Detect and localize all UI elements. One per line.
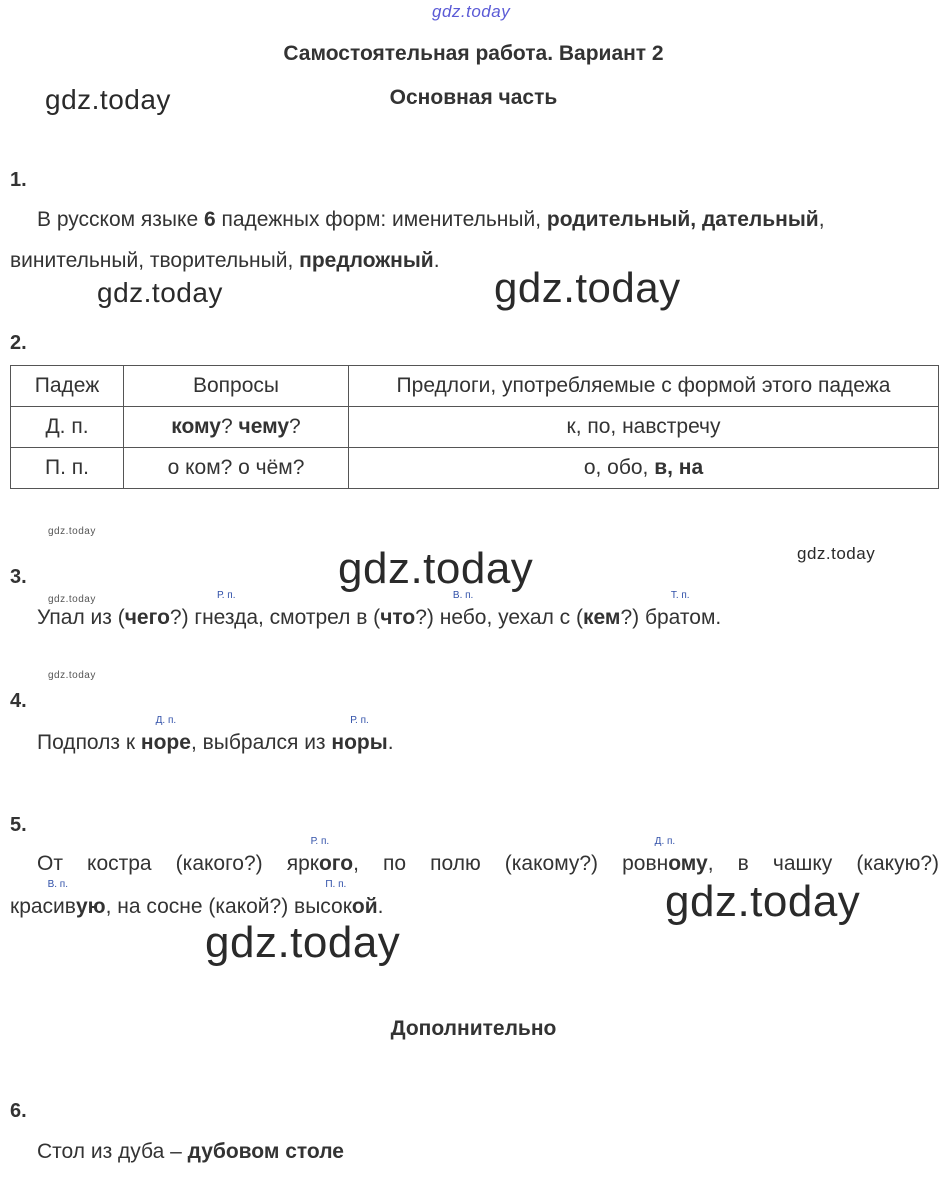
annotated-word: [10, 879, 106, 919]
watermark-top: gdz.today: [432, 2, 511, 21]
watermark: gdz.today: [494, 264, 681, 311]
watermark: gdz.today: [97, 277, 223, 308]
case-annotation: Д. п.: [654, 836, 676, 847]
table-cell: П. п.: [11, 448, 124, 489]
task-number: 3.: [10, 566, 27, 588]
question-word: чего: [124, 606, 170, 629]
text: ?): [620, 606, 645, 629]
text: ,: [690, 208, 702, 231]
text: .: [433, 249, 440, 272]
table-cell: к, по, навстречу: [349, 407, 939, 448]
count: 6: [203, 208, 216, 231]
task1-line1: [37, 208, 825, 232]
text: ?: [289, 415, 301, 438]
text: кому: [171, 415, 221, 438]
table-cell: Д. п.: [11, 407, 124, 448]
answer: дубовом столе: [187, 1140, 344, 1163]
text: (какому?): [504, 852, 599, 875]
table-header: Падеж: [11, 366, 124, 407]
case-annotation: В. п.: [47, 879, 68, 890]
page-title: Самостоятельная работа. Вариант 2: [283, 42, 664, 65]
text: ,: [818, 208, 825, 231]
word-ending: ую: [75, 895, 106, 918]
task5-line1: [37, 836, 939, 876]
text: В русском языке: [37, 208, 204, 231]
text: высок: [294, 895, 352, 918]
case-name: родительный: [546, 208, 691, 231]
text: норе: [140, 731, 191, 754]
text: Упал из (: [37, 606, 125, 629]
question-word: кем: [583, 606, 621, 629]
annotated-word: [194, 590, 258, 630]
section-title: Основная часть: [389, 86, 558, 109]
table-cell: [349, 448, 939, 489]
text: (какого?): [175, 852, 263, 875]
table-row: [11, 407, 939, 448]
task-number: 6.: [10, 1100, 27, 1122]
text: по: [383, 852, 407, 875]
text: .: [377, 895, 384, 918]
table-header: Предлоги, употребляемые с формой этого падежа: [349, 366, 939, 407]
table-header-row: [11, 366, 939, 407]
text: братом: [644, 606, 716, 629]
annotated-word: Р. п. яркого,: [286, 836, 359, 875]
case-annotation: Т. п.: [670, 590, 690, 601]
watermark: gdz.today: [665, 877, 861, 926]
text: ?): [415, 606, 440, 629]
task6-sentence: [37, 1140, 344, 1164]
annotated-word: [622, 836, 708, 876]
case-name: предложный: [299, 249, 434, 272]
text: ярк: [286, 852, 319, 875]
text: винительный, творительный,: [10, 249, 300, 272]
case-annotation: П. п.: [325, 879, 347, 890]
text: , на сосне (какой?): [105, 895, 295, 918]
case-name: дательный: [701, 208, 819, 231]
annotated-word: [294, 879, 378, 919]
text: От: [37, 852, 63, 875]
text: полю: [430, 852, 481, 875]
text: красив: [10, 895, 76, 918]
question-word: что: [380, 606, 416, 629]
annotated-word: [331, 715, 388, 755]
table-cell: о ком? о чём?: [124, 448, 349, 489]
text: Стол из дуба –: [37, 1140, 188, 1163]
text: ?): [169, 606, 195, 629]
task-number: 4.: [10, 690, 27, 712]
text: чему: [238, 415, 290, 438]
watermark: gdz.today: [48, 670, 96, 681]
text: падежных форм: именительный,: [215, 208, 547, 231]
text: норы: [331, 731, 388, 754]
annotated-word: [140, 715, 191, 755]
table-header: Вопросы: [124, 366, 349, 407]
watermark: gdz.today: [205, 918, 401, 967]
case-annotation: Д. п.: [155, 715, 177, 726]
annotated-word: [644, 590, 716, 630]
case-annotation: Р. п.: [310, 836, 330, 847]
text: .: [387, 731, 394, 754]
watermark: gdz.today: [48, 526, 96, 537]
annotated-word: [286, 836, 354, 876]
annotated-word: [439, 590, 487, 630]
word-ending: ого: [318, 852, 354, 875]
task5-line2: [10, 879, 384, 919]
text: ровн: [622, 852, 669, 875]
task-number: 1.: [10, 169, 27, 191]
table-cell: [124, 407, 349, 448]
text: (какую?): [856, 852, 939, 875]
case-annotation: Р. п.: [216, 590, 236, 601]
task1-line2: [10, 249, 440, 273]
text: ?: [221, 415, 239, 438]
text: гнезда: [194, 606, 258, 629]
annotated-word: Д. п. ровному,: [622, 836, 714, 875]
case-annotation: Р. п.: [350, 715, 369, 726]
text: , уехал с (: [486, 606, 583, 629]
text: о, обо,: [583, 456, 655, 479]
watermark: gdz.today: [45, 84, 171, 115]
watermark: gdz.today: [48, 594, 96, 605]
text: Подполз к: [37, 731, 141, 754]
text: костра: [87, 852, 152, 875]
word-ending: ому: [668, 852, 708, 875]
text: чашку: [772, 852, 833, 875]
text: небо: [439, 606, 487, 629]
text: в: [737, 852, 749, 875]
case-annotation: В. п.: [452, 590, 474, 601]
text: .: [715, 606, 722, 629]
task4-sentence: [37, 715, 394, 755]
watermark: gdz.today: [338, 544, 534, 593]
task-number: 5.: [10, 814, 27, 836]
task-number: 2.: [10, 332, 27, 354]
word-ending: ой: [351, 895, 378, 918]
text: в, на: [654, 456, 704, 479]
watermark: gdz.today: [797, 544, 876, 563]
section-title: Дополнительно: [390, 1017, 557, 1040]
text: , смотрел в (: [258, 606, 381, 629]
text: , выбрался из: [190, 731, 332, 754]
table-row: [11, 448, 939, 489]
cases-table: [10, 365, 939, 489]
